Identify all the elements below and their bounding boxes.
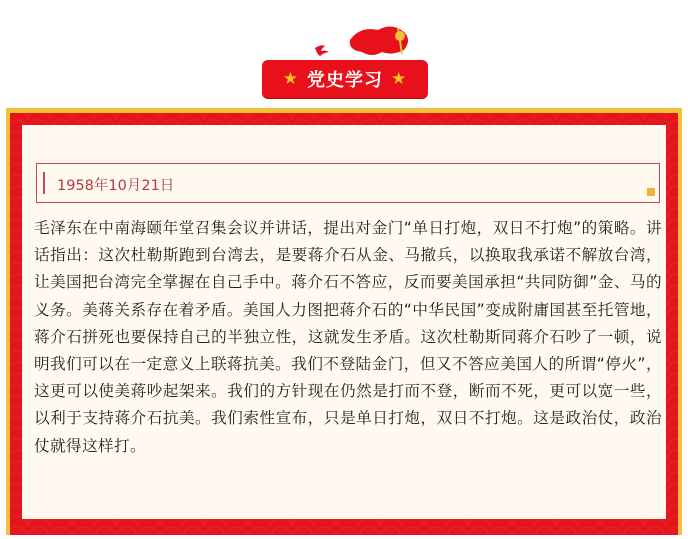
article-body: 毛泽东在中南海颐年堂召集会议并讲话，提出对金门“单日打炮，双日不打炮”的策略。讲话指出：这次杜勒斯跑到台湾去，是要蒋介石从金、马撤兵，以换取我承诺不解放台湾，让美国把台湾完全掌握在自己手中。蒋介石不答应，反而要美国承担“共同防御”金、马的义务。美蒋关系存在着矛盾。美国人力图把蒋介石的“中华民国”变成附庸国甚至托管地，蒋介石拼死也要保持自己的半独立性，这就发生矛盾。这次杜勒斯同蒋介石吵了一顿，说明我们可以在一定意义上联蒋抗美。我们不登陆金门，但又不答应美国人的所谓“停火”，这更可以使美蒋吵起架来。我们的方针现在仍然是打而不登，断而不死，更可以宽一些，以利于支持蒋介石抗美。我们索性宣布，只是单日打炮，双日不打炮。这是政治仗，政治仗就得这样打。 xyxy=(34,219,662,455)
frame-gold-border-top xyxy=(6,108,682,113)
frame-gold-border-right xyxy=(678,108,682,535)
star-icon: ★ xyxy=(282,69,299,89)
header-decoration xyxy=(0,0,688,110)
date-accent-bar xyxy=(43,172,45,194)
date-corner-square xyxy=(647,188,655,196)
date-box xyxy=(36,163,660,203)
section-title-badge xyxy=(262,60,428,98)
section-title: 党史学习 xyxy=(307,70,383,91)
frame-gold-border-left xyxy=(6,108,10,535)
star-icon: ★ xyxy=(391,69,408,89)
article-date: 1958年10月21日 xyxy=(57,178,175,194)
